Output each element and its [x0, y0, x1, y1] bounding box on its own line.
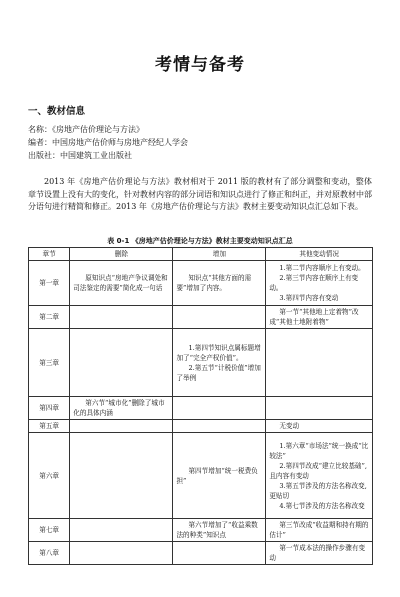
table-header-row [29, 248, 373, 261]
book-name: 名称：《房地产估价理论与方法》 [28, 125, 144, 134]
deleted-cell [70, 329, 173, 397]
table-row [29, 306, 373, 329]
added-cell: 1.第四节知识点属标题增加了“完全产权价值”。 2.第五节“计税价值”增加了举例 [173, 329, 266, 397]
deleted-cell [70, 433, 173, 519]
other-changes-cell [266, 519, 373, 542]
deleted-cell [70, 542, 173, 565]
added-cell: 知识点“其他方面的需要”增加了内容。 [173, 261, 266, 306]
other-change-item: 无变动 [279, 422, 300, 430]
added-cell [173, 420, 266, 433]
table-row [29, 261, 373, 306]
header-chapter: 章节 [29, 248, 70, 261]
intro-paragraph: 2013 年《房地产估价理论与方法》教材相对于 2011 版的教材有了部分调整和变动，整体章节设置上没有大的变化，针对教材内容的部分词语和知识点进行了修正和纠正，并对原教材中部分语句进行精简和修正。2013 年《房地产估价理论与方法》教材主要变动知识点汇总如下表。 [28, 177, 372, 211]
deleted-cell [70, 519, 173, 542]
added-cell [173, 397, 266, 420]
other-change-item: 3.第五节涉及的方法名称改变,更贴切 [269, 481, 367, 500]
page-title: 考情与备考 [155, 55, 245, 75]
chapter-cell: 第一章 [29, 261, 70, 306]
table-caption: 表 0-1 《房地产估价理论与方法》教材主要变动知识点汇总 [107, 237, 293, 245]
other-change-item: 1.第二节内容顺序上有变动。 [279, 264, 365, 272]
table-row [29, 420, 373, 433]
other-change-item: 第三节改成“收益期和持有期的估计” [269, 521, 369, 539]
book-publisher: 出版社：中国建筑工业出版社 [28, 151, 132, 160]
added-cell [173, 306, 266, 329]
added-cell: 第四节增加“统一税费负担” [173, 433, 266, 519]
chapter-cell: 第四章 [29, 397, 70, 420]
other-changes-cell [266, 420, 373, 433]
header-deleted: 删除 [70, 248, 173, 261]
other-change-item: 1.第六章“市场法”统一换成“比较法” [269, 441, 369, 460]
deleted-cell: 第六节“城市化”删除了城市化的具体内涵 [70, 397, 173, 420]
header-added: 增加 [173, 248, 266, 261]
chapter-cell: 第七章 [29, 519, 70, 542]
other-changes-cell [266, 261, 373, 306]
other-change-item: 第一节“其他地上定着物”改成“其他土地附着物” [269, 308, 359, 326]
table-row [29, 519, 373, 542]
book-author: 编者：中国房地产估价师与房地产经纪人学会 [28, 138, 188, 147]
deleted-cell [70, 420, 173, 433]
other-changes-cell [266, 329, 373, 397]
deleted-cell [70, 306, 173, 329]
other-changes-cell [266, 306, 373, 329]
other-changes-cell [266, 542, 373, 565]
other-change-item: 3.第四节内容有变动 [279, 294, 339, 302]
chapter-cell: 第八章 [29, 542, 70, 565]
header-other: 其他变动情况 [266, 248, 373, 261]
added-cell: 第六节增加了“收益乘数法的种类”知识点 [173, 519, 266, 542]
other-change-item: 第一节成本法的操作步骤有变动 [269, 544, 366, 562]
chapter-cell: 第六章 [29, 433, 70, 519]
table-row [29, 397, 373, 420]
other-change-item: 4.第七节涉及的方法名称改变 [279, 501, 365, 510]
section-heading: 一、教材信息 [28, 106, 86, 117]
chapter-cell: 第五章 [29, 420, 70, 433]
deleted-cell: 原知识点“房地产争议调处和司法鉴定的需要”简化成一句话 [70, 261, 173, 306]
chapter-cell: 第三章 [29, 329, 70, 397]
other-changes-cell [266, 433, 373, 519]
table-row [29, 433, 373, 519]
table-row [29, 329, 373, 397]
added-cell [173, 542, 266, 565]
chapter-cell: 第二章 [29, 306, 70, 329]
changes-table [28, 247, 373, 565]
table-row [29, 542, 373, 565]
other-change-item: 2.第四节改成“建立比较基础”,且内容有变动 [269, 461, 367, 480]
other-change-item: 2.第三节内容在顺序上有变动。 [269, 274, 359, 292]
other-changes-cell [266, 397, 373, 420]
